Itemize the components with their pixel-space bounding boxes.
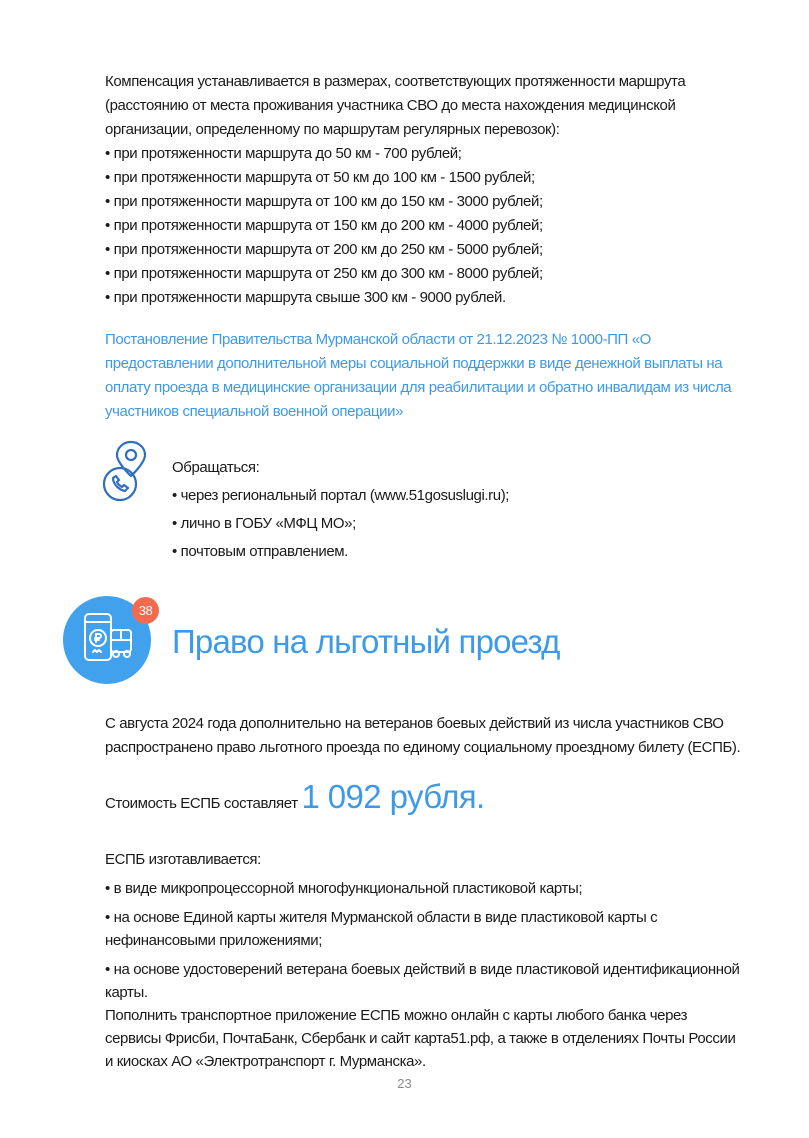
list-item: • при протяженности маршрута от 200 км до 250 км - 5000 рублей; [105,238,745,262]
cost-amount: 1 092 рубля. [301,778,485,815]
list-item: • при протяженности маршрута от 250 км до 300 км - 8000 рублей; [105,262,745,286]
espb-heading: ЕСПБ изготавливается: [105,851,261,868]
espb-topup: Пополнить транспортное приложение ЕСПБ можно онлайн с карты любого банка через сервисы Фрисби, ПочтаБанк, Сбербанк и сайт карта51.рф, а также в отделениях Почты России и киосках АО «Электротранспорт г. Мурманска». [105,1007,736,1070]
compensation-list [105,142,745,310]
decree-link[interactable]: Постановление Правительства Мурманской области от 21.12.2023 № 1000-ПП «О предоставлении дополнительной меры социальной поддержки в виде денежной выплаты на оплату проезда в медицинские организации для реабилитации и обратно инвалидам из числа участников специальной военной операции» [105,331,732,420]
section-number-badge: 38 [132,597,159,624]
contact-heading: Обращаться: [172,459,260,476]
cost-line [105,778,745,816]
espb-list [105,877,745,1004]
list-item: • при протяженности маршрута до 50 км - 700 рублей; [105,142,745,166]
espb-block [105,848,745,1073]
intro-paragraph: С августа 2024 года дополнительно на ветеранов боевых действий из числа участников СВО распространено право льготного проезда по единому социальному проездному билету (ЕСПБ). [105,715,741,756]
list-item: • при протяженности маршрута от 150 км до 200 км - 4000 рублей; [105,214,745,238]
list-item: • в виде микропроцессорной многофункциональной пластиковой карты; [105,877,745,900]
list-item: • на основе Единой карты жителя Мурманской области в виде пластиковой карты с нефинансовыми приложениями; [105,906,745,952]
contact-block [172,454,732,566]
compensation-block [105,70,745,310]
list-item: • на основе удостоверений ветерана боевых действий в виде пластиковой идентификационной карты. [105,958,745,1004]
page-number: 23 [397,1076,412,1091]
list-item: • при протяженности маршрута от 50 км до 100 км - 1500 рублей; [105,166,745,190]
list-item: • при протяженности маршрута свыше 300 км - 9000 рублей. [105,286,745,310]
list-item: • при протяженности маршрута от 100 км до 150 км - 3000 рублей; [105,190,745,214]
list-item: • лично в ГОБУ «МФЦ МО»; [172,510,732,538]
contact-list [172,482,732,566]
section-title: Право на льготный проезд [172,623,560,660]
list-item: • почтовым отправлением. [172,538,732,566]
list-item: • через региональный портал (www.51gosuslugi.ru); [172,482,732,510]
cost-label: Стоимость ЕСПБ составляет [105,795,298,812]
location-phone-icon [98,438,164,504]
compensation-intro: Компенсация устанавливается в размерах, соответствующих протяженности маршрута (расстоянию от места проживания участника СВО до места нахождения медицинской организации, определенному по маршрутам регулярных перевозок): [105,73,686,138]
